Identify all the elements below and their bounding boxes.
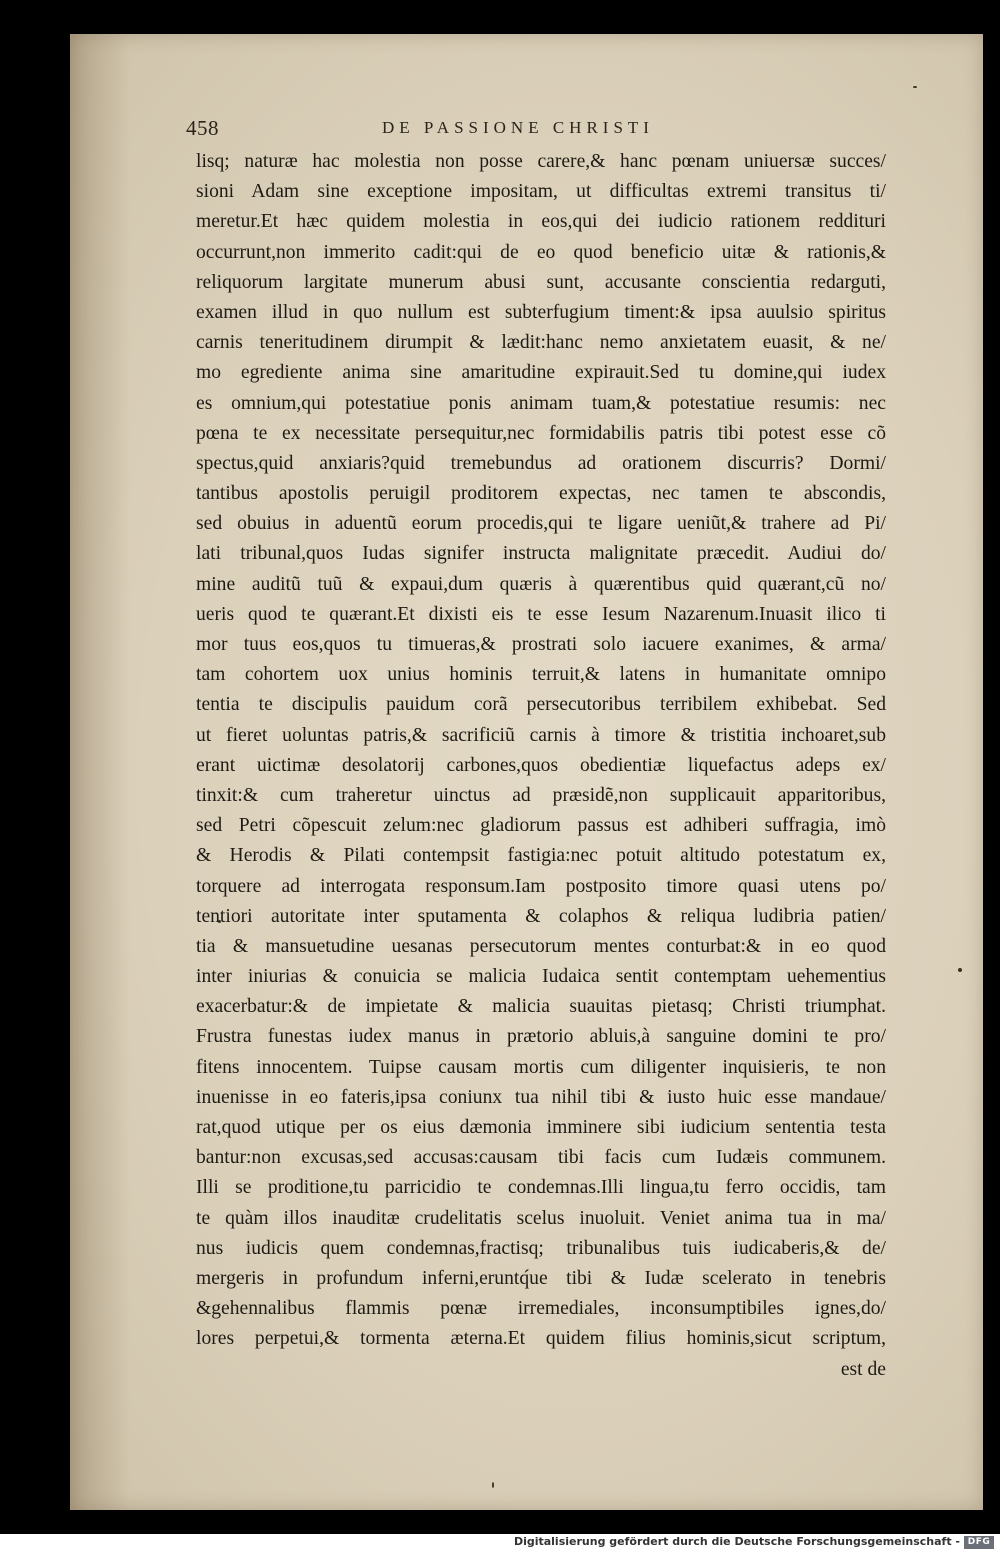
text-line: examen illud in quo nullum est subterfugium timent:& ipsa auulsio spiritus xyxy=(196,301,886,323)
ink-speck xyxy=(913,86,917,88)
text-line: sed obuius in aduentũ eorum procedis,qui te ligare ueniũt,& trahere ad Pi/ xyxy=(196,513,886,535)
text-line: tentiori autoritate inter sputamenta & colaphos & reliqua ludibria patien/ xyxy=(196,905,886,927)
text-line: fitens innocentem. Tuipse causam mortis cum diligenter inquisieris, te non xyxy=(196,1056,886,1078)
text-line: lores perpetui,& tormenta æterna.Et quidem filius hominis,sicut scriptum, xyxy=(196,1328,886,1350)
text-line: erant uictimæ desolatorij carbones,quos obedientiæ liquefactus adeps ex/ xyxy=(196,754,886,776)
text-line: spectus,quid anxiaris?quid tremebundus ad orationem discurris? Dormi/ xyxy=(196,452,886,474)
text-line: reliquorum largitate munerum abusi sunt, accusante conscientia redarguti, xyxy=(196,271,886,293)
text-line: inter iniurias & conuicia se malicia Iudaica sentit contemptam uehementius xyxy=(196,966,886,988)
footer-text: Digitalisierung gefördert durch die Deutsche Forschungsgemeinschaft - xyxy=(513,1535,960,1548)
ink-speck xyxy=(958,968,962,972)
text-line: torquere ad interrogata responsum.Iam postposito timore quasi utens po/ xyxy=(196,875,886,897)
text-line: nus iudicis quem condemnas,fractisq; tribunalibus tuis iudicaberis,& de/ xyxy=(196,1237,886,1259)
text-line: tia & mansuetudine uesanas persecutorum mentes conturbat:& in eo quod xyxy=(196,935,886,957)
text-line: lati tribunal,quos Iudas signifer instructa malignitate præcedit. Audiui do/ xyxy=(196,543,886,565)
text-line: Frustra funestas iudex manus in prætorio abluis,à sanguine domini te pro/ xyxy=(196,1026,886,1048)
text-line: sed Petri cõpescuit zelum:nec gladiorum passus est adhiberi suffragia, imò xyxy=(196,815,886,837)
text-line: mor tuus eos,quos tu timueras,& prostrati solo iacuere exanimes, & arma/ xyxy=(196,634,886,655)
text-line: mo egrediente anima sine amaritudine expirauit.Sed tu domine,qui iudex xyxy=(196,362,886,384)
dfg-footer xyxy=(0,1534,1000,1551)
text-line: tam cohortem uox unius hominis terruit,& latens in humanitate omnipo xyxy=(196,664,886,686)
running-title: DE PASSIONE CHRISTI xyxy=(382,118,654,137)
dfg-logo: DFG xyxy=(964,1536,994,1549)
text-line: carnis teneritudinem dirumpit & lædit:hanc nemo anxietatem euasit, & ne/ xyxy=(196,332,886,354)
text-line: pœna te ex necessitate persequitur,nec formidabilis patris tibi potest esse cõ xyxy=(196,422,886,444)
ink-speck xyxy=(492,1482,494,1488)
text-line: inuenisse in eo fateris,ipsa coniunx tua nihil tibi & iusto huic esse mandaue/ xyxy=(196,1086,886,1108)
text-line: sioni Adam sine exceptione impositam, ut difficultas extremi transitus ti/ xyxy=(196,181,886,203)
running-head xyxy=(186,116,886,146)
text-line: rat,quod utique per os eius dæmonia imminere sibi iudicium sententia testa xyxy=(196,1117,886,1138)
text-line: ueris quod te quærant.Et dixisti eis te esse Iesum Nazarenum.Inuasit ilico ti xyxy=(196,603,886,625)
text-line: & Herodis & Pilati contempsit fastigia:nec potuit altitudo potestatum ex, xyxy=(196,845,886,867)
text-line: mergeris in profundum inferni,eruntq́ue tibi & Iudæ scelerato in tenebris xyxy=(196,1267,886,1289)
text-line: meretur.Et hæc quidem molestia in eos,qui dei iudicio rationem reddituri xyxy=(196,211,886,233)
text-line: est de xyxy=(840,1358,886,1380)
text-line: tinxit:& cum traheretur uinctus ad præsidẽ,non supplicauit apparitoribus, xyxy=(196,784,886,806)
body-text xyxy=(196,147,886,1385)
page-number: 458 xyxy=(186,116,219,140)
text-line: exacerbatur:& de impietate & malicia suauitas pietasq; Christi triumphat. xyxy=(196,996,886,1018)
text-line: lisq; naturæ hac molestia non posse carere,& hanc pœnam uniuersæ succes/ xyxy=(196,151,886,172)
text-line: mine auditũ tuũ & expaui,dum quæris à quærentibus quid quærant,cũ no/ xyxy=(196,573,886,595)
text-line: occurrunt,non immerito cadit:qui de eo quod beneficio uitæ & rationis,& xyxy=(196,241,886,263)
text-line: ut fieret uoluntas patris,& sacrificiũ carnis à timore & tristitia inchoaret,sub xyxy=(196,724,886,746)
text-line: bantur:non excusas,sed accusas:causam tibi facis cum Iudæis communem. xyxy=(196,1147,886,1169)
text-line: Illi se proditione,tu parricidio te condemnas.Illi lingua,tu ferro occidis, tam xyxy=(196,1177,886,1199)
gutter-shadow xyxy=(70,34,130,1510)
text-line: te quàm illos inauditæ crudelitatis scelus inuoluit. Veniet anima tua in ma/ xyxy=(196,1207,886,1229)
text-line: &gehennalibus flammis pœnæ irremediales, inconsumptibiles ignes,do/ xyxy=(196,1298,886,1320)
text-line: tentia te discipulis pauidum corã persecutoribus terribilem exhibebat. Sed xyxy=(196,694,886,716)
text-line: tantibus apostolis peruigil proditorem expectas, nec tamen te abscondis, xyxy=(196,483,886,505)
text-line: es omnium,qui potestatiue ponis animam tuam,& potestatiue resumis: nec xyxy=(196,392,886,414)
